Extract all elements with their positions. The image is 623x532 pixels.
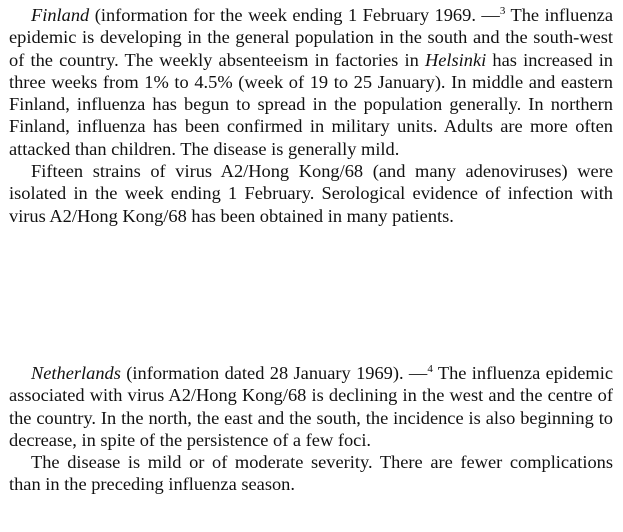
finland-city-name: Helsinki bbox=[424, 49, 487, 70]
netherlands-paragraph-2: The disease is mild or of moderate severity. There are fewer complications than in the preceding influenza season. bbox=[9, 452, 613, 495]
finland-body-text-a: The influenza epidemic is developing in the general population in the south and the south-west of the country. The weekly absenteeism in factories in bbox=[9, 5, 614, 70]
finland-body-text-b: has increased in three weeks from 1% to 4.5% (week of 19 to 25 January). In middle and eastern Finland, influenza has begun to spread in the population generally. In northern Finland, influenza has been confirmed in military units. Adults are more often attacked than children. The disease is generally mild. bbox=[9, 49, 613, 159]
netherlands-paragraph-1 bbox=[9, 362, 613, 451]
finland-reference-number: 3 bbox=[499, 5, 506, 17]
netherlands-report bbox=[9, 362, 613, 496]
netherlands-country-name: Netherlands bbox=[31, 363, 121, 383]
netherlands-reference-number: 4 bbox=[427, 363, 433, 375]
finland-paragraph-1 bbox=[9, 4, 613, 160]
finland-country-name: Finland bbox=[31, 5, 90, 25]
netherlands-body-text: The influenza epidemic associated with virus A2/Hong Kong/68 is declining in the west and the centre of the country. In the north, the east and the south, the incidence is also beginning to decrease, in spite of the persistence of a few foci. bbox=[9, 363, 613, 450]
finland-paragraph-2: Fifteen strains of virus A2/Hong Kong/68 (and many adenoviruses) were isolated in the week ending 1 February. Serological evidence of infection with virus A2/Hong Kong/68 has been obtained in many patients. bbox=[9, 161, 613, 226]
finland-report bbox=[9, 4, 613, 227]
finland-header-text: (information for the week ending 1 February 1969. — bbox=[89, 5, 500, 25]
netherlands-header-text: (information dated 28 January 1969). — bbox=[120, 363, 428, 383]
